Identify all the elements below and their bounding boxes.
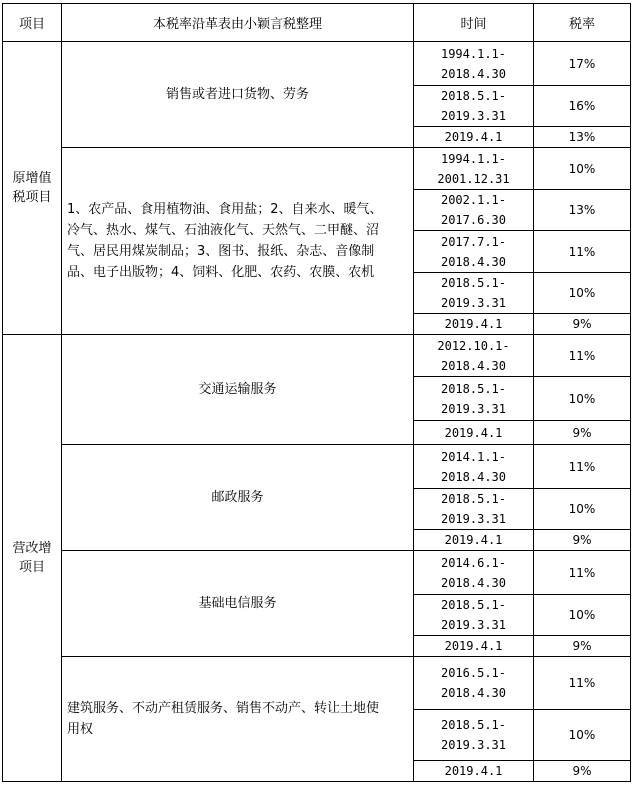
time-period bbox=[414, 657, 534, 710]
table-row bbox=[3, 148, 631, 190]
category-line: 项目 bbox=[18, 560, 45, 575]
category-line: 原增值 bbox=[12, 171, 52, 186]
time-period bbox=[414, 595, 534, 636]
time-period bbox=[414, 190, 534, 231]
item-description: 销售或者进口货物、劳务 bbox=[62, 42, 414, 148]
header-category: 项目 bbox=[3, 4, 62, 42]
time-line: 2001.12.31 bbox=[437, 171, 510, 186]
time-line: 2018.4.30 bbox=[440, 575, 507, 590]
time-line: 2018.5.1- bbox=[440, 381, 507, 396]
time-period bbox=[414, 314, 534, 335]
table-row bbox=[3, 657, 631, 710]
time-period bbox=[414, 445, 534, 489]
tax-rate: 10% bbox=[534, 377, 631, 421]
item-description bbox=[62, 148, 414, 335]
header-rate: 税率 bbox=[534, 4, 631, 42]
time-line: 2019.3.31 bbox=[440, 512, 507, 526]
item-description: 交通运输服务 bbox=[62, 335, 414, 445]
tax-rate: 13% bbox=[534, 190, 631, 231]
time-line: 2019.4.1 bbox=[444, 533, 503, 547]
time-line: 2019.3.31 bbox=[440, 401, 507, 416]
time-line: 2017.7.1- bbox=[440, 234, 507, 249]
time-line: 2014.1.1- bbox=[440, 449, 507, 464]
table-row bbox=[3, 445, 631, 489]
time-line: 2019.4.1 bbox=[444, 639, 503, 653]
tax-rate: 10% bbox=[534, 273, 631, 314]
time-line: 2002.1.1- bbox=[440, 193, 507, 207]
description-line: 1、农产品、食用植物油、食用盐；2、自来水、暖气、 bbox=[67, 202, 383, 217]
time-period bbox=[414, 231, 534, 273]
time-line: 2018.5.1- bbox=[440, 718, 507, 732]
category-line: 税项目 bbox=[12, 190, 52, 205]
time-line: 2018.4.30 bbox=[440, 686, 507, 700]
header-time: 时间 bbox=[414, 4, 534, 42]
time-line: 2018.5.1- bbox=[440, 598, 507, 612]
tax-rate: 9% bbox=[534, 421, 631, 445]
tax-rate: 16% bbox=[534, 86, 631, 127]
item-description: 邮政服务 bbox=[62, 445, 414, 551]
description-line: 气、居民用煤炭制品；3、图书、报纸、杂志、音像制 bbox=[67, 244, 375, 259]
time-period bbox=[414, 86, 534, 127]
description-line: 品、电子出版物；4、饲料、化肥、农药、农膜、农机 bbox=[67, 265, 375, 280]
time-period bbox=[414, 335, 534, 377]
time-line: 2019.3.31 bbox=[440, 109, 507, 123]
tax-rate: 11% bbox=[534, 551, 631, 595]
header-description: 本税率沿革表由小颖言税整理 bbox=[62, 4, 414, 42]
time-line: 2018.4.30 bbox=[440, 358, 507, 373]
item-description: 基础电信服务 bbox=[62, 551, 414, 657]
table-row bbox=[3, 551, 631, 595]
tax-rate: 17% bbox=[534, 42, 631, 86]
table-row bbox=[3, 335, 631, 377]
tax-rate-table bbox=[2, 3, 631, 782]
time-line: 1994.1.1- bbox=[440, 151, 507, 166]
tax-rate: 11% bbox=[534, 335, 631, 377]
time-period bbox=[414, 761, 534, 782]
tax-rate: 11% bbox=[534, 445, 631, 489]
time-period bbox=[414, 148, 534, 190]
time-line: 2018.4.30 bbox=[440, 66, 507, 81]
tax-rate: 10% bbox=[534, 710, 631, 761]
tax-rate: 11% bbox=[534, 231, 631, 273]
tax-rate: 10% bbox=[534, 489, 631, 530]
time-line: 2014.6.1- bbox=[440, 555, 507, 570]
time-period bbox=[414, 530, 534, 551]
time-line: 2018.4.30 bbox=[440, 254, 507, 269]
time-line: 2012.10.1- bbox=[437, 338, 510, 353]
time-period bbox=[414, 489, 534, 530]
time-line: 2018.5.1- bbox=[440, 492, 507, 506]
tax-rate: 9% bbox=[534, 761, 631, 782]
section-category bbox=[3, 335, 62, 782]
description-line: 冷气、热水、煤气、石油液化气、天然气、二甲醚、沼 bbox=[67, 223, 380, 238]
time-line: 2019.4.1 bbox=[444, 317, 503, 331]
time-line: 2016.5.1- bbox=[440, 666, 507, 680]
time-line: 2018.4.30 bbox=[440, 469, 507, 484]
time-line: 2018.5.1- bbox=[440, 276, 507, 290]
tax-rate: 9% bbox=[534, 636, 631, 657]
tax-rate: 9% bbox=[534, 314, 631, 335]
time-line: 2019.3.31 bbox=[440, 618, 507, 632]
table-row bbox=[3, 42, 631, 86]
time-line: 2019.4.1 bbox=[444, 425, 503, 440]
description-line: 用权 bbox=[67, 722, 94, 737]
time-period bbox=[414, 551, 534, 595]
time-line: 2019.4.1 bbox=[444, 130, 503, 144]
item-description bbox=[62, 657, 414, 782]
header-row bbox=[3, 4, 631, 42]
time-period bbox=[414, 710, 534, 761]
time-period bbox=[414, 421, 534, 445]
time-line: 2019.3.31 bbox=[440, 738, 507, 752]
time-line: 2019.3.31 bbox=[440, 296, 507, 310]
time-period bbox=[414, 127, 534, 148]
time-line: 2017.6.30 bbox=[440, 213, 507, 227]
time-line: 1994.1.1- bbox=[440, 46, 507, 61]
tax-rate: 10% bbox=[534, 595, 631, 636]
time-period bbox=[414, 636, 534, 657]
time-line: 2018.5.1- bbox=[440, 89, 507, 103]
tax-rate: 9% bbox=[534, 530, 631, 551]
category-line: 营改增 bbox=[12, 541, 52, 556]
description-line: 建筑服务、不动产租赁服务、销售不动产、转让土地使 bbox=[67, 701, 380, 716]
section-category bbox=[3, 42, 62, 335]
time-period bbox=[414, 273, 534, 314]
time-line: 2019.4.1 bbox=[444, 764, 503, 778]
tax-rate: 10% bbox=[534, 148, 631, 190]
time-period bbox=[414, 42, 534, 86]
time-period bbox=[414, 377, 534, 421]
tax-rate: 13% bbox=[534, 127, 631, 148]
tax-rate: 11% bbox=[534, 657, 631, 710]
